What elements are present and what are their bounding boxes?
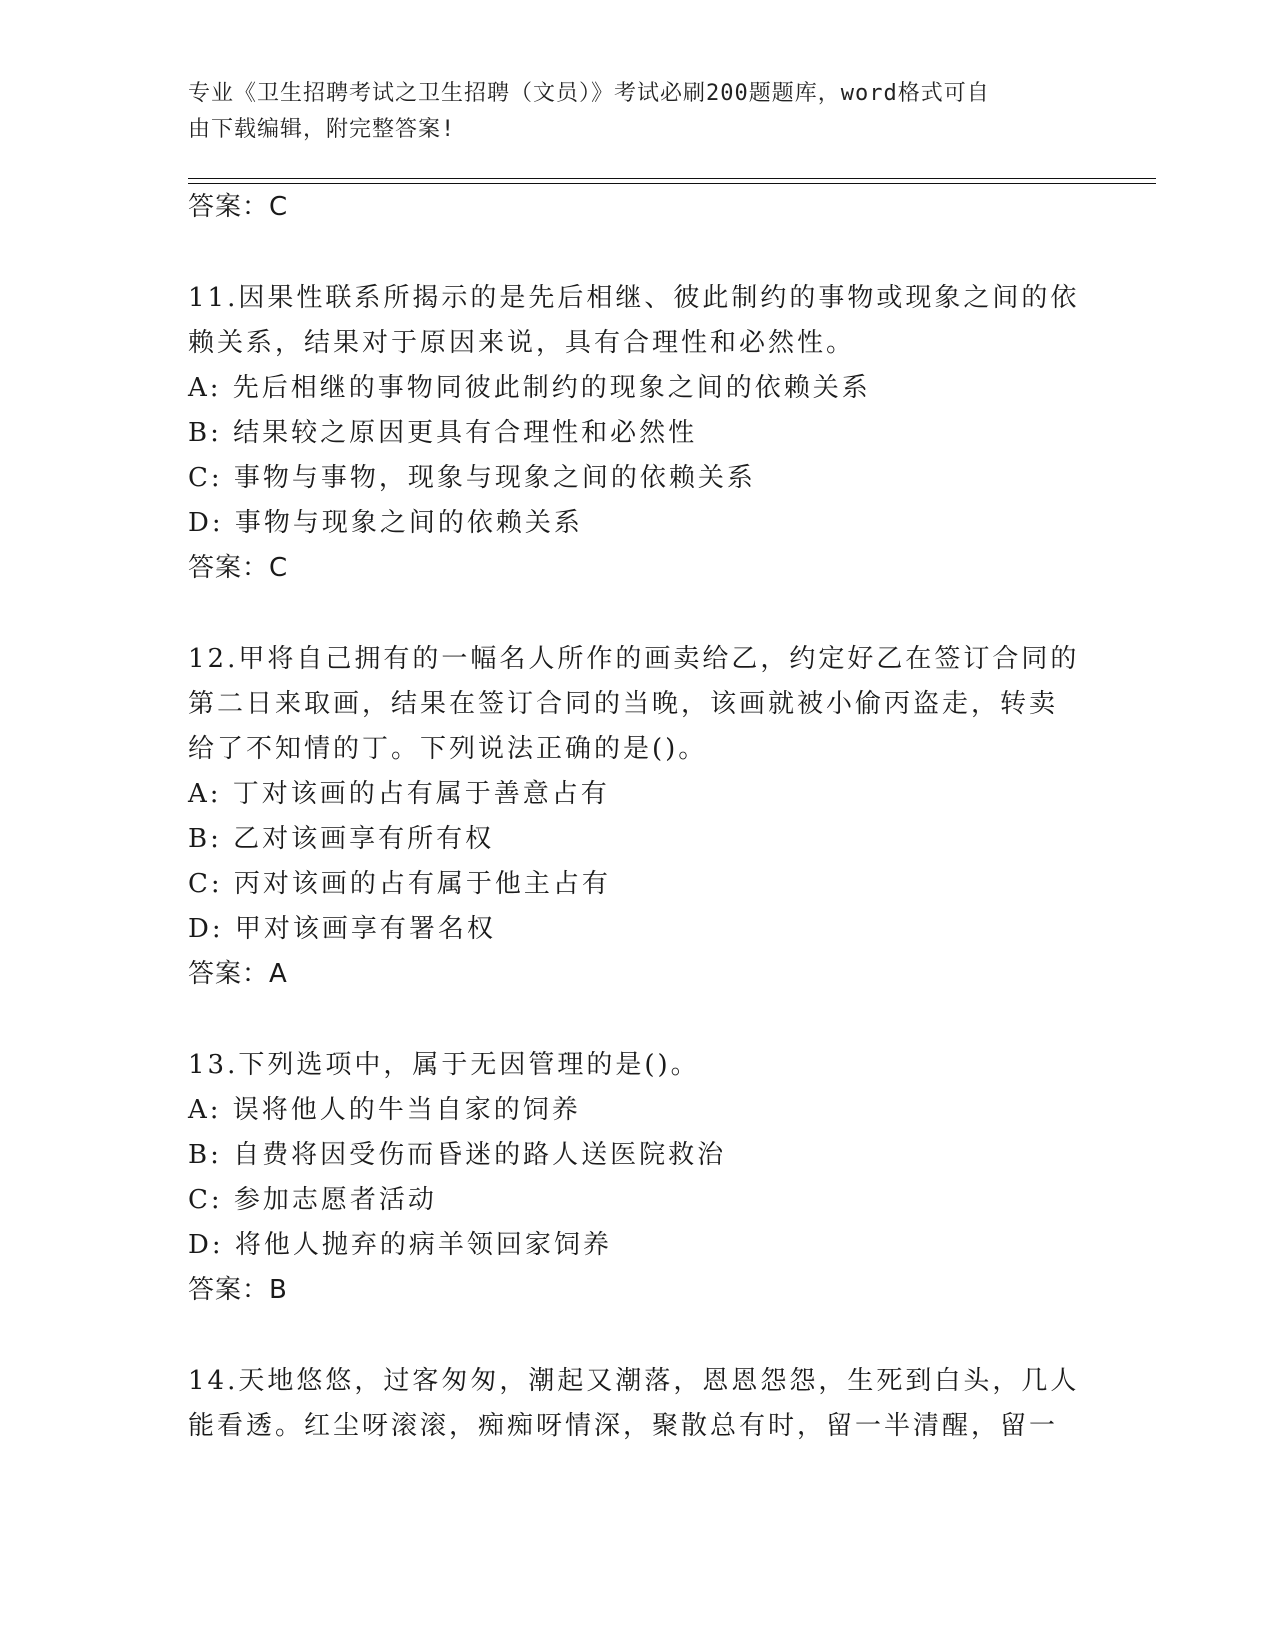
question-12 (188, 637, 1088, 997)
question-text-line: 赖关系，结果对于原因来说，具有合理性和必然性。 (188, 328, 856, 358)
question-text-line: 11.因果性联系所揭示的是先后相继、彼此制约的事物或现象之间的依 (188, 283, 1080, 313)
question-11 (188, 276, 1088, 591)
option-b: B: 结果较之原因更具有合理性和必然性 (188, 418, 698, 448)
question-text-line: 给了不知情的丁。下列说法正确的是()。 (188, 734, 708, 764)
header-line-1: 专业《卫生招聘考试之卫生招聘（文员）》考试必刷200题题库，word格式可自 (188, 81, 990, 106)
question-text-line: 12.甲将自己拥有的一幅名人所作的画卖给乙，约定好乙在签订合同的 (188, 644, 1080, 674)
document-body (188, 185, 1088, 1449)
header-line-2: 由下载编辑，附完整答案! (188, 117, 456, 142)
previous-answer: 答案：C (188, 192, 289, 222)
option-d: D: 事物与现象之间的依赖关系 (188, 508, 583, 538)
option-b: B: 自费将因受伤而昏迷的路人送医院救治 (188, 1140, 727, 1170)
answer: 答案：C (188, 553, 289, 583)
header-divider-top (188, 178, 1156, 179)
option-c: C: 参加志愿者活动 (188, 1185, 437, 1215)
option-a: A: 先后相继的事物同彼此制约的现象之间的依赖关系 (188, 373, 871, 403)
header-divider-bottom (188, 183, 1156, 184)
document-header (188, 76, 1068, 148)
question-text-line: 第二日来取画，结果在签订合同的当晚，该画就被小偷丙盗走，转卖 (188, 689, 1059, 719)
question-13 (188, 1043, 1088, 1313)
option-a: A: 误将他人的牛当自家的饲养 (188, 1095, 581, 1125)
question-text-line: 13.下列选项中，属于无因管理的是()。 (188, 1050, 700, 1080)
option-c: C: 丙对该画的占有属于他主占有 (188, 869, 611, 899)
question-14 (188, 1359, 1088, 1449)
answer: 答案：A (188, 959, 288, 989)
option-c: C: 事物与事物，现象与现象之间的依赖关系 (188, 463, 756, 493)
option-a: A: 丁对该画的占有属于善意占有 (188, 779, 610, 809)
option-d: D: 将他人抛弃的病羊领回家饲养 (188, 1230, 612, 1260)
question-text-line: 能看透。红尘呀滚滚，痴痴呀情深，聚散总有时，留一半清醒，留一 (188, 1411, 1059, 1441)
option-b: B: 乙对该画享有所有权 (188, 824, 495, 854)
question-text-line: 14.天地悠悠，过客匆匆，潮起又潮落，恩恩怨怨，生死到白头，几人 (188, 1366, 1080, 1396)
answer: 答案：B (188, 1275, 288, 1305)
option-d: D: 甲对该画享有署名权 (188, 914, 496, 944)
